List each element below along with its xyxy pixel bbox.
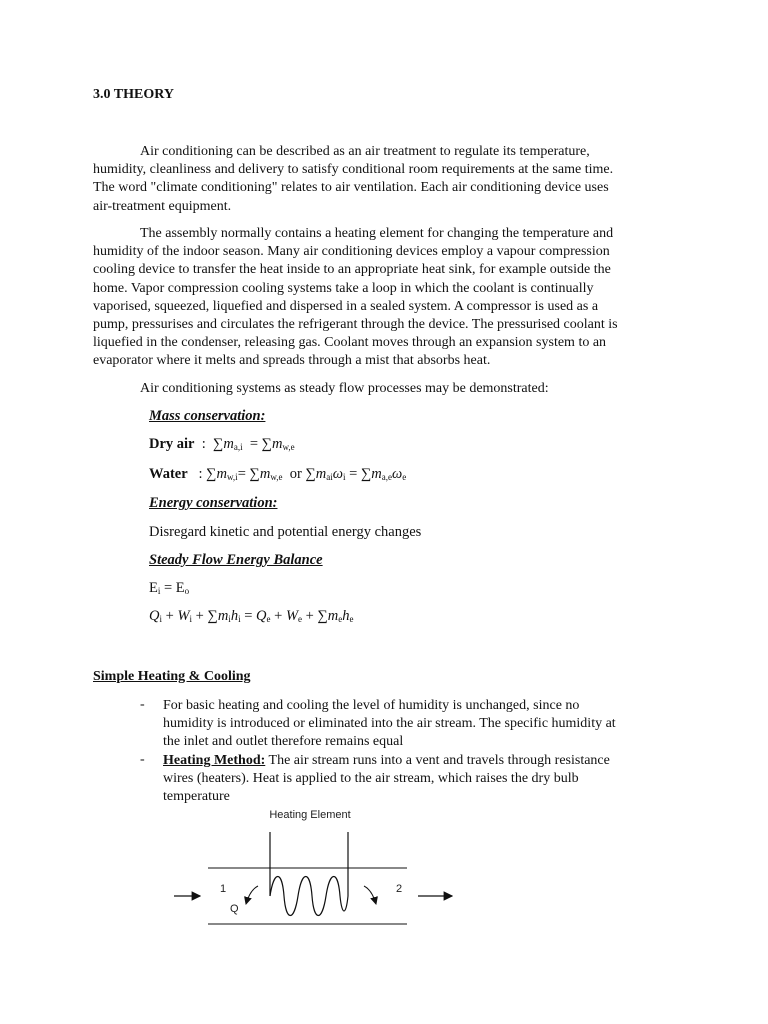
- paragraph-3: [93, 380, 675, 398]
- heat-arrow-left: [246, 886, 258, 904]
- bullet-line: For basic heating and cooling the level of humidity is unchanged, since no: [163, 698, 580, 713]
- mass-conservation-title: Mass conservation:: [149, 408, 266, 424]
- heating-diagram: [160, 800, 480, 940]
- section-heading: 3.0 THEORY: [93, 87, 174, 102]
- bullet-line: [163, 752, 683, 770]
- steady-flow-title: Steady Flow Energy Balance: [149, 552, 323, 568]
- paragraph-line: The word "climate conditioning" relates to air ventilation. Each air conditioning device uses: [93, 180, 609, 196]
- paragraph-line: Air conditioning systems as steady flow processes may be demonstrated:: [140, 381, 549, 396]
- energy-equation-1: $E_i = E_o$: [149, 580, 190, 596]
- paragraph-line: home. Vapor compression cooling systems take a loop in which the coolant is continually: [93, 280, 594, 296]
- inlet-label: 1: [220, 883, 227, 895]
- paragraph-line: air-treatment equipment.: [93, 198, 232, 214]
- paragraph-line: evaporator where it melts and spreads through a mist that absorbs heat.: [93, 353, 491, 369]
- paragraph-line: vaporised, squeezed, liquefied and dispersed in a sealed system. A compressor is used as a: [93, 298, 599, 314]
- energy-conservation-title: Energy conservation:: [149, 495, 278, 511]
- bullet-line: temperature: [163, 789, 230, 805]
- paragraph-line: liquefied in the condenser, releasing gas. Coolant moves through an expansion system to an: [93, 335, 607, 351]
- bullet-1: [163, 697, 683, 752]
- paragraph-1: [93, 143, 675, 216]
- heating-method-label: Heating Method:: [163, 753, 266, 768]
- dry-air-equation: Dry air : $\sum m_{a,i} = \sum m_{w,e}$: [149, 436, 295, 452]
- water-equation: Water : $\sum m_{w,i}= \sum m_{w,e}$ or $\sum m_{ai}\omega_i = \sum m_{a,e}\omega_e$: [149, 466, 407, 482]
- paragraph-line: humidity, cleanliness and delivery to satisfy conditional room requirements at the same time.: [93, 162, 614, 178]
- paragraph-line: humidity of the indoor season. Many air conditioning devices employ a vapour compression: [93, 244, 610, 260]
- heating-coil: [270, 877, 348, 916]
- bullet-text: The air stream runs into a vent and travels through resistance: [265, 753, 610, 768]
- dry-air-label: Dry air: [149, 436, 195, 452]
- water-label: Water: [149, 466, 188, 482]
- bullet-marker: -: [140, 697, 145, 712]
- outlet-label: 2: [396, 883, 403, 895]
- paragraph-line: pump, pressurises and circulates the refrigerant through the device. The pressurised coolant is: [93, 317, 618, 333]
- bullet-2: [163, 752, 683, 807]
- paragraph-2: [93, 225, 675, 371]
- bullet-line: wires (heaters). Heat is applied to the air stream, which raises the dry bulb: [163, 771, 579, 787]
- heat-label: Q: [230, 903, 239, 915]
- bullet-line: the inlet and outlet therefore remains equal: [163, 734, 404, 750]
- diagram-title: Heating Element: [269, 809, 351, 821]
- paragraph-line: Air conditioning can be described as an air treatment to regulate its temperature,: [140, 144, 590, 159]
- heat-arrow-right: [364, 886, 376, 904]
- bullet-line: humidity is introduced or eliminated into the air stream. The specific humidity at: [163, 716, 616, 732]
- paragraph-line: The assembly normally contains a heating element for changing the temperature and: [140, 226, 614, 241]
- energy-note: Disregard kinetic and potential energy changes: [149, 524, 422, 540]
- simple-heating-cooling-title: Simple Heating & Cooling: [93, 669, 251, 684]
- paragraph-line: cooling device to transfer the heat inside to an appropriate heat sink, for example outside the: [93, 262, 611, 278]
- energy-equation-2: $Q_i + W_i + \sum m_ih_i = Q_e + W_e + \sum m_eh_e$: [149, 608, 354, 624]
- bullet-marker: -: [140, 752, 145, 767]
